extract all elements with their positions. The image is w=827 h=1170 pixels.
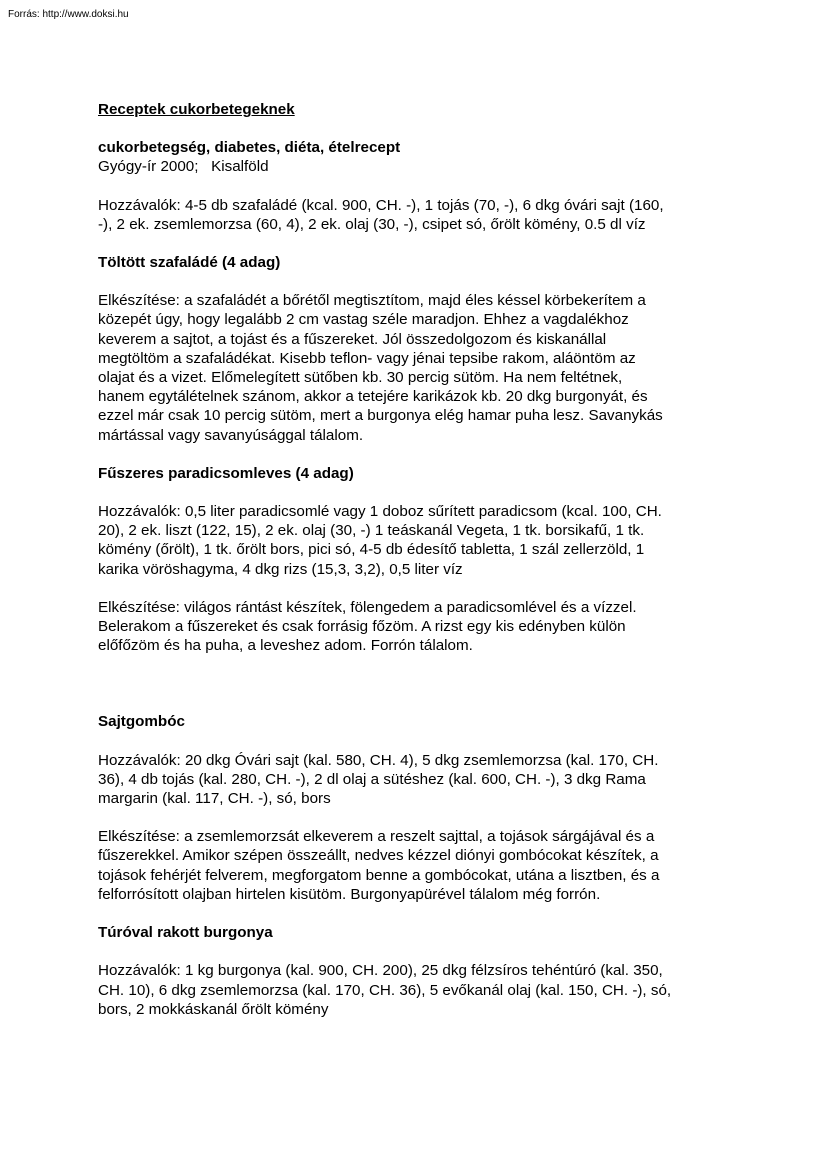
recipe-paragraph bbox=[98, 961, 738, 1019]
text-line: 20), 2 ek. liszt (122, 15), 2 ek. olaj (30, -) 1 teáskanál Vegeta, 1 tk. borsikafű, 1 tk. bbox=[98, 522, 645, 540]
source-line: Forrás: http://www.doksi.hu bbox=[8, 9, 129, 20]
text-line: Elkészítése: a zsemlemorzsát elkeverem a reszelt sajttal, a tojások sárgájával és a bbox=[98, 828, 655, 846]
text-line: mártással vagy savanyúsággal tálalom. bbox=[98, 426, 364, 444]
text-line: közepét úgy, hogy legalább 2 cm vastag széle maradjon. Ehhez a vagdalékhoz bbox=[98, 311, 629, 329]
text-line: megtöltöm a szafaládékat. Kisebb teflon- vagy jénai tepsibe rakom, aláöntöm az bbox=[98, 349, 636, 367]
text-line: bors, 2 mokkáskanál őrölt kömény bbox=[98, 1000, 329, 1018]
recipe-heading: Túróval rakott burgonya bbox=[98, 924, 273, 942]
recipe-heading: Fűszeres paradicsomleves (4 adag) bbox=[98, 464, 354, 482]
text-line: felforrósított olajban hirtelen kisütöm. Burgonyapürével tálalom még forrón. bbox=[98, 885, 601, 903]
intro-paragraph bbox=[98, 196, 738, 234]
text-line: -), 2 ek. zsemlemorzsa (60, 4), 2 ek. olaj (30, -), csipet só, őrölt kömény, 0.5 dl víz bbox=[98, 215, 646, 233]
text-line: Elkészítése: a szafaládét a bőrétől megtisztítom, majd éles késsel körbekerítem a bbox=[98, 292, 646, 310]
text-line: Elkészítése: világos rántást készítek, fölengedem a paradicsomlével és a vízzel. bbox=[98, 598, 637, 616]
text-line: Hozzávalók: 1 kg burgonya (kal. 900, CH. 200), 25 dkg félzsíros tehéntúró (kal. 350, bbox=[98, 962, 663, 980]
text-line: 36), 4 db tojás (kal. 280, CH. -), 2 dl olaj a sütéshez (kal. 600, CH. -), 3 dkg Rama bbox=[98, 770, 646, 788]
recipe-heading: Sajtgombóc bbox=[98, 713, 185, 731]
recipe-heading: Töltött szafaládé (4 adag) bbox=[98, 254, 281, 272]
text-line: előfőzöm és ha puha, a leveshez adom. Forrón tálalom. bbox=[98, 637, 473, 655]
document-title: Receptek cukorbetegeknek bbox=[98, 101, 295, 118]
text-line: fűszerekkel. Amikor szépen összeállt, nedves kézzel diónyi gombócokat készítek, a bbox=[98, 847, 659, 865]
text-line: CH. 10), 6 dkg zsemlemorzsa (kal. 170, CH. 36), 5 evőkanál olaj (kal. 150, CH. -), só, bbox=[98, 981, 672, 999]
text-line: olajat és a vizet. Előmelegített sütőben kb. 30 percig sütöm. Ha nem feltétnek, bbox=[98, 369, 623, 387]
text-line: hanem egytálételnek szánom, akkor a tetejére karikázok kb. 20 dkg burgonyát, és bbox=[98, 388, 648, 406]
text-line: keverem a sajtot, a tojást és a fűszereket. Jól összedolgozom és kiskanállal bbox=[98, 330, 607, 348]
text-line: Hozzávalók: 0,5 liter paradicsomlé vagy 1 doboz sűrített paradicsom (kcal. 100, CH. bbox=[98, 503, 662, 521]
document-body bbox=[98, 100, 738, 1019]
text-line: Hozzávalók: 4-5 db szafaládé (kcal. 900, CH. -), 1 tojás (70, -), 6 dkg óvári sajt (160, bbox=[98, 196, 664, 214]
recipe-paragraph bbox=[98, 291, 738, 445]
text-line: Hozzávalók: 20 dkg Óvári sajt (kal. 580, CH. 4), 5 dkg zsemlemorzsa (kal. 170, CH. bbox=[98, 751, 659, 769]
text-line: kömény (őrölt), 1 tk. őrölt bors, pici só, 4-5 db édesítő tabletta, 1 szál zellerzöld, 1 bbox=[98, 541, 645, 559]
keywords-line: cukorbetegség, diabetes, diéta, ételrecept bbox=[98, 139, 401, 157]
text-line: margarin (kal. 117, CH. -), só, bors bbox=[98, 790, 331, 808]
meta-line: Gyógy-ír 2000; Kisalföld bbox=[98, 158, 269, 176]
text-line: tojások fehérjét felverem, megforgatom benne a gombócokat, utána a lisztben, és a bbox=[98, 866, 660, 884]
text-line: Belerakom a fűszereket és csak forrásig főzöm. A rizst egy kis edényben külön bbox=[98, 618, 626, 636]
text-line: ezzel már csak 10 percig sütöm, mert a burgonya elég hamar puha lesz. Savanykás bbox=[98, 407, 663, 425]
recipe-paragraph bbox=[98, 502, 738, 579]
recipe-paragraph bbox=[98, 598, 738, 656]
recipe-paragraph bbox=[98, 751, 738, 809]
recipe-paragraph bbox=[98, 827, 738, 904]
text-line: karika vöröshagyma, 4 dkg rizs (15,3, 3,2), 0,5 liter víz bbox=[98, 560, 463, 578]
